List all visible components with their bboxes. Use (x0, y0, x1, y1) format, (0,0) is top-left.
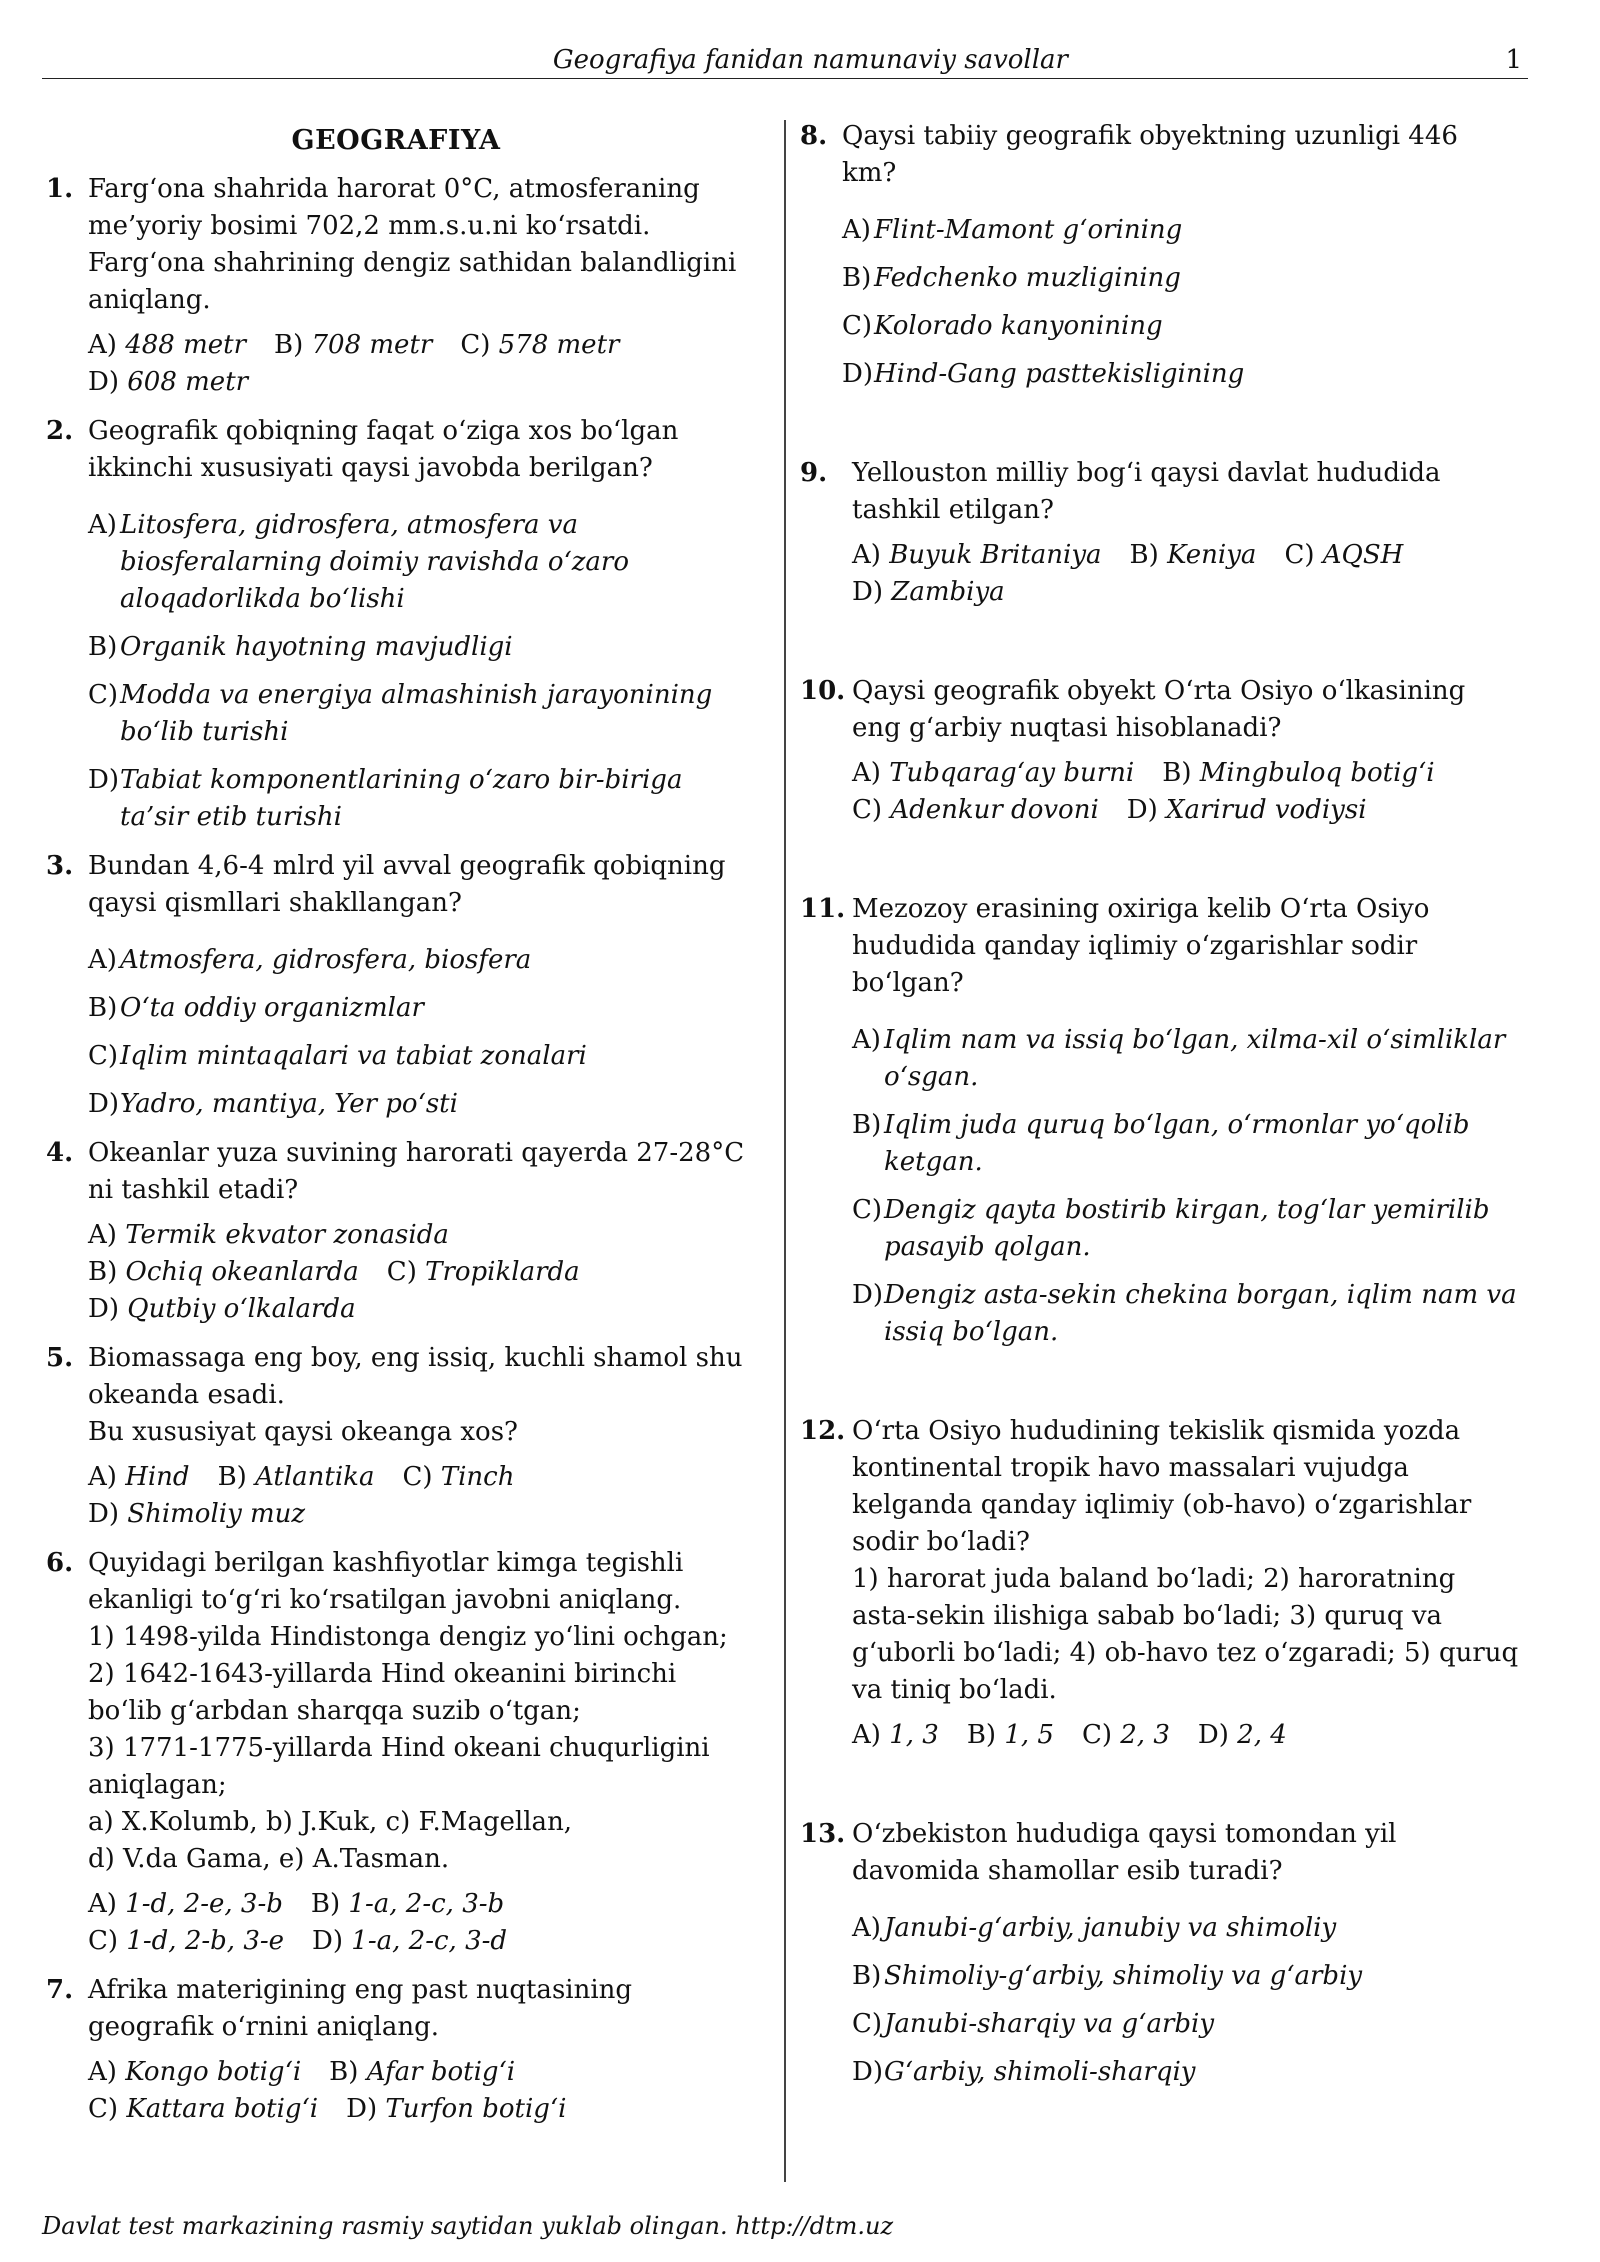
option-text: 2, 3 (1120, 1720, 1170, 1750)
answer-options (852, 755, 1520, 829)
question-line: Qaysi geografik obyekt O‘rta Osiyo o‘lkasining eng g‘arbiy nuqtasi hisoblanadi? (852, 676, 1466, 743)
question-line: 3) 1771-1775-yillarda Hind okeani chuqurligini aniqlagan; (88, 1733, 710, 1800)
option-text: Iqlim nam va issiq bo‘lgan, xilma-xil o‘simliklar o‘sgan. (884, 1025, 1506, 1092)
question-line: 1) 1498-yilda Hindistonga dengiz yo‘lini ochgan; (88, 1622, 728, 1652)
option-letter: B) (966, 1720, 997, 1750)
option-text: Modda va energiya almashinish jarayonining bo‘lib turishi (120, 680, 713, 747)
question (800, 118, 1520, 393)
answer-option[interactable] (88, 677, 746, 751)
question-line: Quyidagi berilgan kashfiyotlar kimga tegishli ekanligi to‘g‘ri ko‘rsatilgan javobni aniqlang. (88, 1548, 684, 1615)
option-letter: B) (217, 1462, 247, 1492)
question-text (88, 1135, 746, 1209)
page-header (42, 42, 1528, 79)
answer-row (88, 364, 746, 401)
option-letter: C) (852, 795, 883, 825)
option-letter: D) (1126, 795, 1158, 825)
option-letter: B) (88, 1257, 118, 1287)
question (46, 1545, 746, 1960)
answer-option[interactable] (852, 758, 1134, 788)
answer-option[interactable] (88, 762, 746, 836)
question-line: O‘rta Osiyo hududining tekislik qismida yozda kontinental tropik havo massalari vujudga kelganda qanday iqlimiy (ob-havo) o‘zgarishlar sodir bo‘ladi? (852, 1416, 1472, 1557)
answer-row (88, 1459, 746, 1496)
answer-row (852, 755, 1520, 792)
answer-option[interactable] (329, 2057, 515, 2087)
answer-row (88, 1291, 746, 1328)
question-number: 5. (46, 1343, 74, 1373)
question-line: Bu xususiyat qaysi okeanga xos? (88, 1417, 518, 1447)
answer-option[interactable] (1082, 1720, 1170, 1750)
question-line: a) X.Kolumb, b) J.Kuk, c) F.Magellan, (88, 1807, 573, 1837)
option-text: Organik hayotning mavjudligi (120, 632, 513, 662)
answer-option[interactable] (312, 1926, 507, 1956)
answer-option[interactable] (88, 1257, 359, 1287)
answer-option[interactable] (88, 1499, 305, 1529)
answer-option[interactable] (218, 1462, 375, 1492)
option-letter: C) (1284, 540, 1315, 570)
option-letter: A) (88, 330, 117, 360)
option-letter: D) (1197, 1720, 1229, 1750)
answer-option[interactable] (88, 1220, 449, 1250)
option-text: Tinch (440, 1462, 515, 1492)
option-text: Kolorado kanyonining (874, 311, 1163, 341)
option-letter: B) (852, 1110, 882, 1140)
option-letter: B) (852, 1961, 882, 1991)
answer-option[interactable] (88, 1889, 283, 1919)
option-text: AQSH (1322, 540, 1404, 570)
option-text: Qutbiy o‘lkalarda (127, 1294, 356, 1324)
option-text: Shimoliy muz (127, 1499, 306, 1529)
question (46, 848, 746, 1123)
question (46, 1340, 746, 1533)
answer-options (88, 327, 746, 401)
question-number: 3. (46, 851, 74, 881)
option-letter: B) (274, 330, 304, 360)
option-letter: C) (402, 1462, 433, 1492)
option-text: Keniya (1167, 540, 1257, 570)
question-line: Bundan 4,6-4 mlrd yil avval geografik qobiqning qaysi qismllari shakllangan? (88, 851, 726, 918)
question-number: 8. (800, 121, 828, 151)
option-text: Afar botig‘i (366, 2057, 516, 2087)
question-text (852, 1413, 1520, 1709)
answer-option[interactable] (460, 330, 619, 360)
question-text (852, 673, 1520, 747)
answer-option[interactable] (852, 540, 1102, 570)
option-letter: B) (329, 2057, 359, 2087)
answer-options (88, 1217, 746, 1328)
answer-option[interactable] (852, 1277, 1520, 1351)
column-divider (784, 120, 786, 2182)
option-text: Adenkur dovoni (890, 795, 1099, 825)
option-text: O‘ta oddiy organizmlar (120, 993, 424, 1023)
option-text: G‘arbiy, shimoli-sharqiy (884, 2057, 1196, 2087)
option-text: 1-d, 2-b, 3-e (126, 1926, 285, 1956)
option-letter: B) (88, 632, 118, 662)
question-line: Yellouston milliy bog‘i qaysi davlat hududida tashkil etilgan? (852, 458, 1441, 525)
option-letter: D) (88, 367, 119, 397)
option-text: Fedchenko muzligining (874, 263, 1181, 293)
answer-option[interactable] (88, 1038, 746, 1075)
question-number: 1. (46, 174, 74, 204)
footer-note: Davlat test markazining rasmiy saytidan yuklab olingan. http://dtm.uz (42, 2212, 894, 2240)
option-text: Hind (125, 1462, 190, 1492)
question (46, 1972, 746, 2128)
answer-option[interactable] (88, 990, 746, 1027)
question (46, 171, 746, 401)
option-text: Litosfera, gidrosfera, atmosfera va biosferalarning doimiy ravishda o‘zaro aloqadorlikda bo‘lishi (120, 510, 630, 614)
answer-option[interactable] (842, 260, 1520, 297)
answer-option[interactable] (1162, 758, 1434, 788)
option-text: Atlantika (255, 1462, 375, 1492)
question-text (852, 1816, 1520, 1890)
option-text: Tabiat komponentlarining o‘zaro bir-biriga ta’sir etib turishi (120, 765, 683, 832)
option-text: Dengiz qayta bostirib kirgan, tog‘lar yemirilib pasayib qolgan. (884, 1195, 1490, 1262)
answer-option[interactable] (88, 2057, 301, 2087)
answer-option[interactable] (842, 308, 1520, 345)
option-letter: C) (842, 311, 873, 341)
answer-option[interactable] (1284, 540, 1403, 570)
answer-option[interactable] (852, 795, 1099, 825)
question-text (88, 1972, 746, 2046)
option-text: Xarirud vodiysi (1166, 795, 1367, 825)
answer-options (88, 1459, 746, 1533)
question-text (88, 171, 746, 319)
option-text: Dengiz asta-sekin chekina borgan, iqlim nam va issiq bo‘lgan. (884, 1280, 1517, 1347)
answer-row (88, 327, 746, 364)
question-text (88, 1340, 746, 1451)
option-text: Mingbuloq botig‘i (1199, 758, 1435, 788)
option-letter: C) (852, 2009, 883, 2039)
option-letter: A) (88, 510, 117, 540)
answer-option[interactable] (88, 1294, 356, 1324)
question-number: 4. (46, 1138, 74, 1168)
answer-option[interactable] (88, 507, 746, 618)
answer-option[interactable] (1130, 540, 1257, 570)
option-text: Zambiya (891, 577, 1005, 607)
option-text: Hind-Gang pasttekisligining (874, 359, 1245, 389)
option-letter: C) (88, 1926, 119, 1956)
option-letter: C) (1081, 1720, 1112, 1750)
option-text: Buyuk Britaniya (889, 540, 1102, 570)
answer-option[interactable] (852, 1192, 1520, 1266)
question-line: Farg‘ona shahrida harorat 0°C, atmosferaning me’yoriy bosimi 702,2 mm.s.u.ni ko‘rsatdi. (88, 174, 700, 241)
option-text: 1, 5 (1004, 1720, 1054, 1750)
answer-row (88, 2091, 746, 2128)
option-letter: D) (88, 765, 119, 795)
option-letter: C) (852, 1195, 883, 1225)
option-letter: A) (842, 215, 871, 245)
question (800, 1413, 1520, 1754)
question-text (88, 413, 746, 487)
answer-option[interactable] (88, 942, 746, 979)
option-text: 1-d, 2-e, 3-b (125, 1889, 283, 1919)
option-letter: A) (88, 2057, 117, 2087)
question (46, 413, 746, 836)
answer-option[interactable] (852, 1107, 1520, 1181)
question-line: Geografik qobiqning faqat o‘ziga xos bo‘lgan ikkinchi xususiyati qaysi javobda berilgan? (88, 416, 679, 483)
question-line: Afrika materigining eng past nuqtasining geografik o‘rnini aniqlang. (88, 1975, 633, 2042)
answer-option[interactable] (88, 1462, 190, 1492)
answer-option[interactable] (88, 1086, 746, 1123)
question-line: Qaysi tabiiy geografik obyektning uzunligi 446 km? (842, 121, 1458, 188)
answer-option[interactable] (88, 2094, 318, 2124)
option-text: 488 metr (125, 330, 246, 360)
answer-options (842, 212, 1520, 393)
question-number: 2. (46, 416, 74, 446)
answer-option[interactable] (852, 1720, 939, 1750)
question-text (852, 891, 1520, 1002)
option-letter: D) (88, 1294, 119, 1324)
answer-row (88, 1217, 746, 1254)
option-letter: A) (852, 1913, 881, 1943)
option-text: Janubi-sharqiy va g‘arbiy (884, 2009, 1215, 2039)
option-letter: D) (88, 1089, 119, 1119)
question-line: Mezozoy erasining oxiriga kelib O‘rta Osiyo hududida qanday iqlimiy o‘zgarishlar sodir bo‘lgan? (852, 894, 1430, 998)
answer-row (88, 1496, 746, 1533)
answer-option[interactable] (1198, 1720, 1287, 1750)
answer-row (88, 2054, 746, 2091)
question-line: 2) 1642-1643-yillarda Hind okeanini birinchi bo‘lib g‘arbdan sharqqa suzib o‘tgan; (88, 1659, 677, 1726)
option-text: 2, 4 (1237, 1720, 1287, 1750)
option-text: 1-a, 2-c, 3-b (348, 1889, 505, 1919)
answer-option[interactable] (842, 356, 1520, 393)
option-letter: D) (852, 1280, 883, 1310)
option-text: 608 metr (127, 367, 249, 397)
answer-row (852, 792, 1520, 829)
question-text (842, 118, 1520, 192)
answer-options (852, 1022, 1520, 1351)
answer-row (852, 574, 1520, 611)
answer-option[interactable] (852, 577, 1005, 607)
option-letter: C) (386, 1257, 417, 1287)
left-column (46, 118, 746, 2140)
option-letter: C) (88, 2094, 119, 2124)
answer-option[interactable] (842, 212, 1520, 249)
option-text: 578 metr (498, 330, 620, 360)
option-letter: A) (852, 1720, 881, 1750)
question (46, 1135, 746, 1328)
answer-row (88, 1923, 746, 1960)
answer-options (852, 1717, 1520, 1754)
option-text: Kattara botig‘i (126, 2094, 319, 2124)
question-text (88, 1545, 746, 1878)
answer-option[interactable] (852, 1958, 1520, 1995)
option-letter: A) (88, 1889, 117, 1919)
option-letter: D) (88, 1499, 119, 1529)
option-text: Kongo botig‘i (125, 2057, 302, 2087)
question-text (852, 455, 1520, 529)
question (800, 1816, 1520, 2091)
answer-option[interactable] (274, 330, 432, 360)
option-letter: D) (852, 577, 883, 607)
answer-option[interactable] (88, 367, 248, 397)
option-letter: C) (88, 680, 119, 710)
option-letter: A) (852, 540, 881, 570)
question-line: d) V.da Gama, e) A.Tasman. (88, 1844, 450, 1874)
question (800, 673, 1520, 829)
answer-option[interactable] (88, 629, 746, 666)
option-letter: B) (1162, 758, 1192, 788)
question-number: 9. (800, 458, 828, 488)
question-number: 6. (46, 1548, 74, 1578)
answer-row (88, 1254, 746, 1291)
option-letter: D) (312, 1926, 344, 1956)
option-text: Flint-Mamont g‘orining (874, 215, 1183, 245)
question-line: Biomassaga eng boy, eng issiq, kuchli shamol shu okeanda esadi. (88, 1343, 743, 1410)
question-line: Farg‘ona shahrining dengiz sathidan balandligini aniqlang. (88, 248, 737, 315)
option-text: 1, 3 (889, 1720, 939, 1750)
option-letter: D) (346, 2094, 378, 2124)
option-letter: B) (842, 263, 872, 293)
question (800, 455, 1520, 611)
answer-option[interactable] (967, 1720, 1054, 1750)
answer-option[interactable] (346, 2094, 566, 2124)
question-text (88, 848, 746, 922)
option-text: Iqlim mintaqalari va tabiat zonalari (120, 1041, 587, 1071)
answer-row (88, 1886, 746, 1923)
header-title: Geografiya fanidan namunaviy savollar (552, 45, 1068, 75)
option-text: 708 metr (311, 330, 433, 360)
answer-option[interactable] (88, 1926, 284, 1956)
answer-option[interactable] (852, 1910, 1520, 1947)
answer-option[interactable] (852, 2054, 1520, 2091)
option-letter: C) (460, 330, 491, 360)
option-letter: A) (88, 945, 117, 975)
answer-option[interactable] (311, 1889, 504, 1919)
question-line: 1) harorat juda baland bo‘ladi; 2) haroratning asta-sekin ilishiga sabab bo‘ladi; 3) quruq va g‘uborli bo‘ladi; 4) ob-havo tez o‘zgaradi; 5) quruq va tiniq bo‘ladi. (852, 1564, 1519, 1705)
section-title: GEOGRAFIYA (291, 125, 501, 156)
option-letter: B) (310, 1889, 341, 1919)
option-letter: A) (88, 1220, 117, 1250)
option-letter: B) (88, 993, 118, 1023)
question-line: O‘zbekiston hududiga qaysi tomondan yil davomida shamollar esib turadi? (852, 1819, 1397, 1886)
answer-options (88, 507, 746, 836)
question-line: Okeanlar yuza suvining harorati qayerda 27-28°C ni tashkil etadi? (88, 1138, 745, 1205)
option-letter: D) (852, 2057, 883, 2087)
option-text: Atmosfera, gidrosfera, biosfera (120, 945, 532, 975)
answer-options (88, 1886, 746, 1960)
answer-row (852, 537, 1520, 574)
option-letter: A) (88, 1462, 117, 1492)
option-text: Tropiklarda (425, 1257, 580, 1287)
answer-options (88, 942, 746, 1123)
answer-option[interactable] (88, 330, 246, 360)
question-number: 13. (800, 1819, 846, 1849)
answer-option[interactable] (852, 1022, 1520, 1096)
option-text: Termik ekvator zonasida (125, 1220, 449, 1250)
answer-row (852, 1717, 1520, 1754)
option-text: Iqlim juda quruq bo‘lgan, o‘rmonlar yo‘qolib ketgan. (884, 1110, 1470, 1177)
option-letter: C) (88, 1041, 119, 1071)
page-number: 1 (1505, 45, 1522, 75)
question-number: 11. (800, 894, 846, 924)
question-number: 10. (800, 676, 846, 706)
answer-option[interactable] (852, 2006, 1520, 2043)
option-text: Janubi-g‘arbiy, janubiy va shimoliy (884, 1913, 1337, 1943)
option-text: Shimoliy-g‘arbiy, shimoliy va g‘arbiy (884, 1961, 1363, 1991)
option-text: 1-a, 2-c, 3-d (351, 1926, 508, 1956)
option-letter: D) (842, 359, 873, 389)
answer-options (88, 2054, 746, 2128)
option-letter: A) (852, 1025, 881, 1055)
answer-option[interactable] (387, 1257, 580, 1287)
option-text: Turfon botig‘i (385, 2094, 567, 2124)
answer-options (852, 1910, 1520, 2091)
option-text: Yadro, mantiya, Yer po‘sti (120, 1089, 458, 1119)
question (800, 891, 1520, 1351)
question-number: 7. (46, 1975, 74, 2005)
option-letter: B) (1129, 540, 1159, 570)
answer-option[interactable] (402, 1462, 514, 1492)
option-text: Ochiq okeanlarda (125, 1257, 359, 1287)
answer-options (852, 537, 1520, 611)
option-letter: A) (852, 758, 881, 788)
question-number: 12. (800, 1416, 846, 1446)
answer-option[interactable] (1127, 795, 1367, 825)
option-text: Tubqarag‘ay burni (889, 758, 1135, 788)
right-column (800, 118, 1520, 2103)
